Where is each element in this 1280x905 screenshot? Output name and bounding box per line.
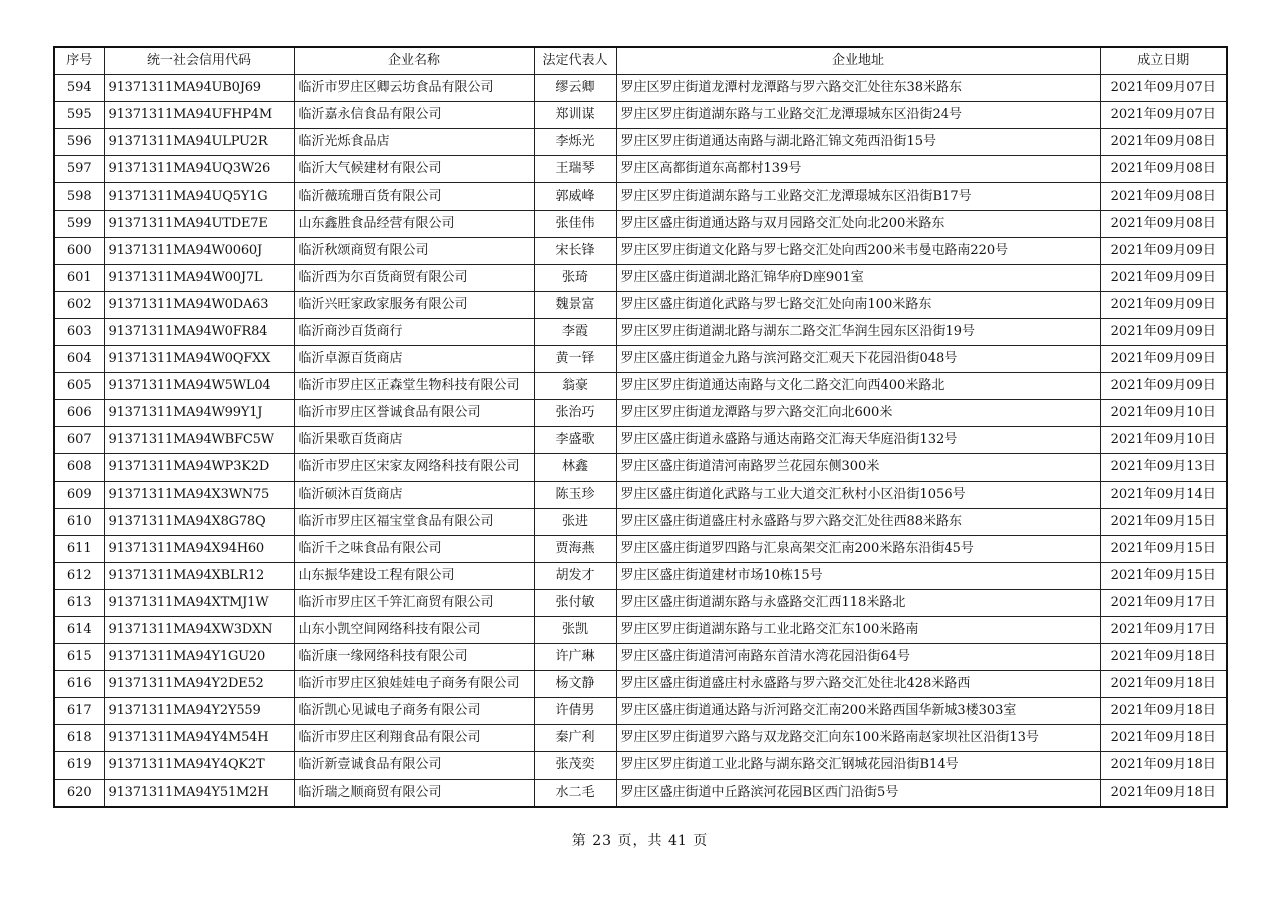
serial-number-cell: 609 [54, 481, 104, 508]
legal-representative-cell: 李烁光 [534, 129, 616, 156]
company-name-cell: 临沂西为尔百货商贸有限公司 [294, 264, 534, 291]
company-address-cell: 罗庄区罗庄街道龙潭路与罗六路交汇向北600米 [616, 400, 1100, 427]
table-row [54, 264, 1227, 291]
company-name-cell: 临沂光烁食品店 [294, 129, 534, 156]
table-row [54, 779, 1227, 807]
establishment-date-cell: 2021年09月18日 [1100, 698, 1227, 725]
legal-representative-cell: 李霞 [534, 318, 616, 345]
company-name-cell: 临沂秋颂商贸有限公司 [294, 237, 534, 264]
establishment-date-cell: 2021年09月18日 [1100, 725, 1227, 752]
table-row [54, 129, 1227, 156]
credit-code-cell: 91371311MA94X8G78Q [104, 508, 294, 535]
table-row [54, 210, 1227, 237]
credit-code-cell: 91371311MA94ULPU2R [104, 129, 294, 156]
company-address-cell: 罗庄区罗庄街道湖东路与工业北路交汇东100米路南 [616, 616, 1100, 643]
serial-number-cell: 616 [54, 671, 104, 698]
legal-representative-cell: 张佳伟 [534, 210, 616, 237]
establishment-date-cell: 2021年09月09日 [1100, 346, 1227, 373]
serial-number-cell: 610 [54, 508, 104, 535]
credit-code-cell: 91371311MA94XBLR12 [104, 562, 294, 589]
legal-representative-cell: 黄一铎 [534, 346, 616, 373]
table-row [54, 644, 1227, 671]
table-row [54, 698, 1227, 725]
header-legal-representative: 法定代表人 [534, 47, 616, 75]
legal-representative-cell: 张付敏 [534, 589, 616, 616]
establishment-date-cell: 2021年09月09日 [1100, 264, 1227, 291]
credit-code-cell: 91371311MA94W99Y1J [104, 400, 294, 427]
credit-code-cell: 91371311MA94WBFC5W [104, 427, 294, 454]
legal-representative-cell: 陈玉珍 [534, 481, 616, 508]
company-address-cell: 罗庄区盛庄街道罗四路与汇泉高架交汇南200米路东沿街45号 [616, 535, 1100, 562]
legal-representative-cell: 杨文静 [534, 671, 616, 698]
table-row [54, 237, 1227, 264]
company-address-cell: 罗庄区盛庄街道通达路与沂河路交汇南200米路西国华新城3楼303室 [616, 698, 1100, 725]
company-address-cell: 罗庄区罗庄街道湖东路与工业路交汇龙潭璟城东区沿街24号 [616, 102, 1100, 129]
legal-representative-cell: 张凯 [534, 616, 616, 643]
serial-number-cell: 608 [54, 454, 104, 481]
credit-code-cell: 91371311MA94W5WL04 [104, 373, 294, 400]
serial-number-cell: 606 [54, 400, 104, 427]
legal-representative-cell: 林鑫 [534, 454, 616, 481]
table-header [54, 47, 1227, 75]
header-credit-code: 统一社会信用代码 [104, 47, 294, 75]
serial-number-cell: 605 [54, 373, 104, 400]
company-name-cell: 临沂硕沐百货商店 [294, 481, 534, 508]
serial-number-cell: 611 [54, 535, 104, 562]
company-name-cell: 临沂市罗庄区誉诚食品有限公司 [294, 400, 534, 427]
serial-number-cell: 604 [54, 346, 104, 373]
credit-code-cell: 91371311MA94UB0J69 [104, 75, 294, 102]
legal-representative-cell: 张茂奕 [534, 752, 616, 779]
credit-code-cell: 91371311MA94WP3K2D [104, 454, 294, 481]
establishment-date-cell: 2021年09月17日 [1100, 616, 1227, 643]
company-address-cell: 罗庄区罗庄街道龙潭村龙潭路与罗六路交汇处往东38米路东 [616, 75, 1100, 102]
establishment-date-cell: 2021年09月10日 [1100, 400, 1227, 427]
establishment-date-cell: 2021年09月09日 [1100, 291, 1227, 318]
table-body [54, 75, 1227, 807]
credit-code-cell: 91371311MA94UFHP4M [104, 102, 294, 129]
table-row [54, 291, 1227, 318]
credit-code-cell: 91371311MA94Y51M2H [104, 779, 294, 807]
establishment-date-cell: 2021年09月17日 [1100, 589, 1227, 616]
legal-representative-cell: 宋长锋 [534, 237, 616, 264]
legal-representative-cell: 魏景富 [534, 291, 616, 318]
company-name-cell: 临沂千之味食品有限公司 [294, 535, 534, 562]
establishment-date-cell: 2021年09月18日 [1100, 752, 1227, 779]
company-address-cell: 罗庄区盛庄街道盛庄村永盛路与罗六路交汇处往西88米路东 [616, 508, 1100, 535]
serial-number-cell: 599 [54, 210, 104, 237]
table-row [54, 318, 1227, 345]
serial-number-cell: 615 [54, 644, 104, 671]
establishment-date-cell: 2021年09月15日 [1100, 535, 1227, 562]
credit-code-cell: 91371311MA94W00J7L [104, 264, 294, 291]
establishment-date-cell: 2021年09月09日 [1100, 373, 1227, 400]
serial-number-cell: 620 [54, 779, 104, 807]
table-row [54, 183, 1227, 210]
establishment-date-cell: 2021年09月18日 [1100, 779, 1227, 807]
serial-number-cell: 618 [54, 725, 104, 752]
company-name-cell: 临沂大气候建材有限公司 [294, 156, 534, 183]
serial-number-cell: 600 [54, 237, 104, 264]
serial-number-cell: 601 [54, 264, 104, 291]
serial-number-cell: 602 [54, 291, 104, 318]
company-name-cell: 临沂兴旺家政家服务有限公司 [294, 291, 534, 318]
company-address-cell: 罗庄区罗庄街道湖北路与湖东二路交汇华润生园东区沿街19号 [616, 318, 1100, 345]
table-row [54, 102, 1227, 129]
establishment-date-cell: 2021年09月09日 [1100, 237, 1227, 264]
header-establishment-date: 成立日期 [1100, 47, 1227, 75]
serial-number-cell: 612 [54, 562, 104, 589]
page-footer: 第 23 页，共 41 页 [571, 833, 709, 849]
credit-code-cell: 91371311MA94Y2Y559 [104, 698, 294, 725]
serial-number-cell: 595 [54, 102, 104, 129]
company-name-cell: 临沂商沙百货商行 [294, 318, 534, 345]
establishment-date-cell: 2021年09月14日 [1100, 481, 1227, 508]
company-address-cell: 罗庄区盛庄街道永盛路与通达南路交汇海天华庭沿街132号 [616, 427, 1100, 454]
company-name-cell: 临沂市罗庄区狼娃娃电子商务有限公司 [294, 671, 534, 698]
table-row [54, 535, 1227, 562]
serial-number-cell: 596 [54, 129, 104, 156]
legal-representative-cell: 贾海燕 [534, 535, 616, 562]
establishment-date-cell: 2021年09月09日 [1100, 318, 1227, 345]
company-name-cell: 临沂市罗庄区宋家友网络科技有限公司 [294, 454, 534, 481]
company-address-cell: 罗庄区盛庄街道中丘路滨河花园B区西门沿街5号 [616, 779, 1100, 807]
establishment-date-cell: 2021年09月08日 [1100, 156, 1227, 183]
legal-representative-cell: 水二毛 [534, 779, 616, 807]
table-row [54, 725, 1227, 752]
table-row [54, 454, 1227, 481]
credit-code-cell: 91371311MA94W0060J [104, 237, 294, 264]
company-address-cell: 罗庄区盛庄街道清河南路东首清水湾花园沿街64号 [616, 644, 1100, 671]
table-row [54, 373, 1227, 400]
establishment-date-cell: 2021年09月08日 [1100, 210, 1227, 237]
company-name-cell: 山东小凯空间网络科技有限公司 [294, 616, 534, 643]
table-row [54, 562, 1227, 589]
company-address-cell: 罗庄区盛庄街道化武路与罗七路交汇处向南100米路东 [616, 291, 1100, 318]
company-address-cell: 罗庄区盛庄街道清河南路罗兰花园东侧300米 [616, 454, 1100, 481]
company-name-cell: 临沂薇琉珊百货有限公司 [294, 183, 534, 210]
company-address-cell: 罗庄区罗庄街道文化路与罗七路交汇处向西200米韦曼屯路南220号 [616, 237, 1100, 264]
table-row [54, 75, 1227, 102]
serial-number-cell: 614 [54, 616, 104, 643]
company-address-cell: 罗庄区罗庄街道通达南路与湖北路汇锦文苑西沿街15号 [616, 129, 1100, 156]
company-name-cell: 临沂嘉永信食品有限公司 [294, 102, 534, 129]
credit-code-cell: 91371311MA94W0FR84 [104, 318, 294, 345]
company-name-cell: 临沂康一缘网络科技有限公司 [294, 644, 534, 671]
establishment-date-cell: 2021年09月08日 [1100, 129, 1227, 156]
table-row [54, 427, 1227, 454]
company-address-cell: 罗庄区盛庄街道盛庄村永盛路与罗六路交汇处往北428米路西 [616, 671, 1100, 698]
serial-number-cell: 597 [54, 156, 104, 183]
legal-representative-cell: 许广琳 [534, 644, 616, 671]
credit-code-cell: 91371311MA94XTMJ1W [104, 589, 294, 616]
legal-representative-cell: 胡发才 [534, 562, 616, 589]
legal-representative-cell: 王瑞琴 [534, 156, 616, 183]
company-address-cell: 罗庄区盛庄街道通达路与双月园路交汇处向北200米路东 [616, 210, 1100, 237]
company-address-cell: 罗庄区罗庄街道罗六路与双龙路交汇向东100米路南赵家坝社区沿街13号 [616, 725, 1100, 752]
legal-representative-cell: 缪云卿 [534, 75, 616, 102]
legal-representative-cell: 郑训谋 [534, 102, 616, 129]
credit-code-cell: 91371311MA94Y4QK2T [104, 752, 294, 779]
credit-code-cell: 91371311MA94UTDE7E [104, 210, 294, 237]
company-name-cell: 临沂瑞之顺商贸有限公司 [294, 779, 534, 807]
legal-representative-cell: 张治巧 [534, 400, 616, 427]
establishment-date-cell: 2021年09月18日 [1100, 644, 1227, 671]
credit-code-cell: 91371311MA94XW3DXN [104, 616, 294, 643]
credit-code-cell: 91371311MA94X3WN75 [104, 481, 294, 508]
credit-code-cell: 91371311MA94Y2DE52 [104, 671, 294, 698]
company-address-cell: 罗庄区盛庄街道化武路与工业大道交汇秋村小区沿街1056号 [616, 481, 1100, 508]
company-name-cell: 临沂市罗庄区福宝堂食品有限公司 [294, 508, 534, 535]
company-address-cell: 罗庄区罗庄街道通达南路与文化二路交汇向西400米路北 [616, 373, 1100, 400]
table-row [54, 508, 1227, 535]
company-address-cell: 罗庄区盛庄街道金九路与滨河路交汇观天下花园沿街048号 [616, 346, 1100, 373]
establishment-date-cell: 2021年09月18日 [1100, 671, 1227, 698]
establishment-date-cell: 2021年09月08日 [1100, 183, 1227, 210]
credit-code-cell: 91371311MA94X94H60 [104, 535, 294, 562]
legal-representative-cell: 郭威峰 [534, 183, 616, 210]
serial-number-cell: 617 [54, 698, 104, 725]
legal-representative-cell: 许倩男 [534, 698, 616, 725]
credit-code-cell: 91371311MA94UQ5Y1G [104, 183, 294, 210]
header-row [54, 47, 1227, 75]
table-row [54, 752, 1227, 779]
table-row [54, 400, 1227, 427]
company-address-cell: 罗庄区罗庄街道湖东路与工业路交汇龙潭璟城东区沿街B17号 [616, 183, 1100, 210]
credit-code-cell: 91371311MA94UQ3W26 [104, 156, 294, 183]
establishment-date-cell: 2021年09月07日 [1100, 75, 1227, 102]
establishment-date-cell: 2021年09月07日 [1100, 102, 1227, 129]
company-name-cell: 临沂市罗庄区正森堂生物科技有限公司 [294, 373, 534, 400]
company-address-cell: 罗庄区盛庄街道湖东路与永盛路交汇西118米路北 [616, 589, 1100, 616]
establishment-date-cell: 2021年09月10日 [1100, 427, 1227, 454]
enterprise-registry-table [53, 46, 1228, 808]
company-name-cell: 山东鑫胜食品经营有限公司 [294, 210, 534, 237]
credit-code-cell: 91371311MA94Y4M54H [104, 725, 294, 752]
header-serial-number: 序号 [54, 47, 104, 75]
establishment-date-cell: 2021年09月15日 [1100, 562, 1227, 589]
serial-number-cell: 603 [54, 318, 104, 345]
credit-code-cell: 91371311MA94W0DA63 [104, 291, 294, 318]
legal-representative-cell: 李盛歌 [534, 427, 616, 454]
header-company-name: 企业名称 [294, 47, 534, 75]
company-address-cell: 罗庄区盛庄街道湖北路汇锦华府D座901室 [616, 264, 1100, 291]
legal-representative-cell: 翁豪 [534, 373, 616, 400]
legal-representative-cell: 张进 [534, 508, 616, 535]
company-name-cell: 临沂卓源百货商店 [294, 346, 534, 373]
table-row [54, 481, 1227, 508]
serial-number-cell: 594 [54, 75, 104, 102]
serial-number-cell: 598 [54, 183, 104, 210]
table-row [54, 589, 1227, 616]
serial-number-cell: 607 [54, 427, 104, 454]
table-row [54, 616, 1227, 643]
company-address-cell: 罗庄区罗庄街道工业北路与湖东路交汇钢城花园沿街B14号 [616, 752, 1100, 779]
company-name-cell: 临沂市罗庄区千笄汇商贸有限公司 [294, 589, 534, 616]
credit-code-cell: 91371311MA94W0QFXX [104, 346, 294, 373]
company-address-cell: 罗庄区盛庄街道建材市场10栋15号 [616, 562, 1100, 589]
legal-representative-cell: 秦广利 [534, 725, 616, 752]
header-company-address: 企业地址 [616, 47, 1100, 75]
legal-representative-cell: 张琦 [534, 264, 616, 291]
company-name-cell: 临沂市罗庄区卿云坊食品有限公司 [294, 75, 534, 102]
table-row [54, 671, 1227, 698]
establishment-date-cell: 2021年09月13日 [1100, 454, 1227, 481]
credit-code-cell: 91371311MA94Y1GU20 [104, 644, 294, 671]
company-name-cell: 临沂市罗庄区利翔食品有限公司 [294, 725, 534, 752]
company-name-cell: 临沂果歌百货商店 [294, 427, 534, 454]
company-name-cell: 临沂新壹诚食品有限公司 [294, 752, 534, 779]
serial-number-cell: 613 [54, 589, 104, 616]
serial-number-cell: 619 [54, 752, 104, 779]
establishment-date-cell: 2021年09月15日 [1100, 508, 1227, 535]
table-row [54, 156, 1227, 183]
company-name-cell: 临沂凯心见诚电子商务有限公司 [294, 698, 534, 725]
company-name-cell: 山东振华建设工程有限公司 [294, 562, 534, 589]
company-address-cell: 罗庄区高都街道东高都村139号 [616, 156, 1100, 183]
table-row [54, 346, 1227, 373]
